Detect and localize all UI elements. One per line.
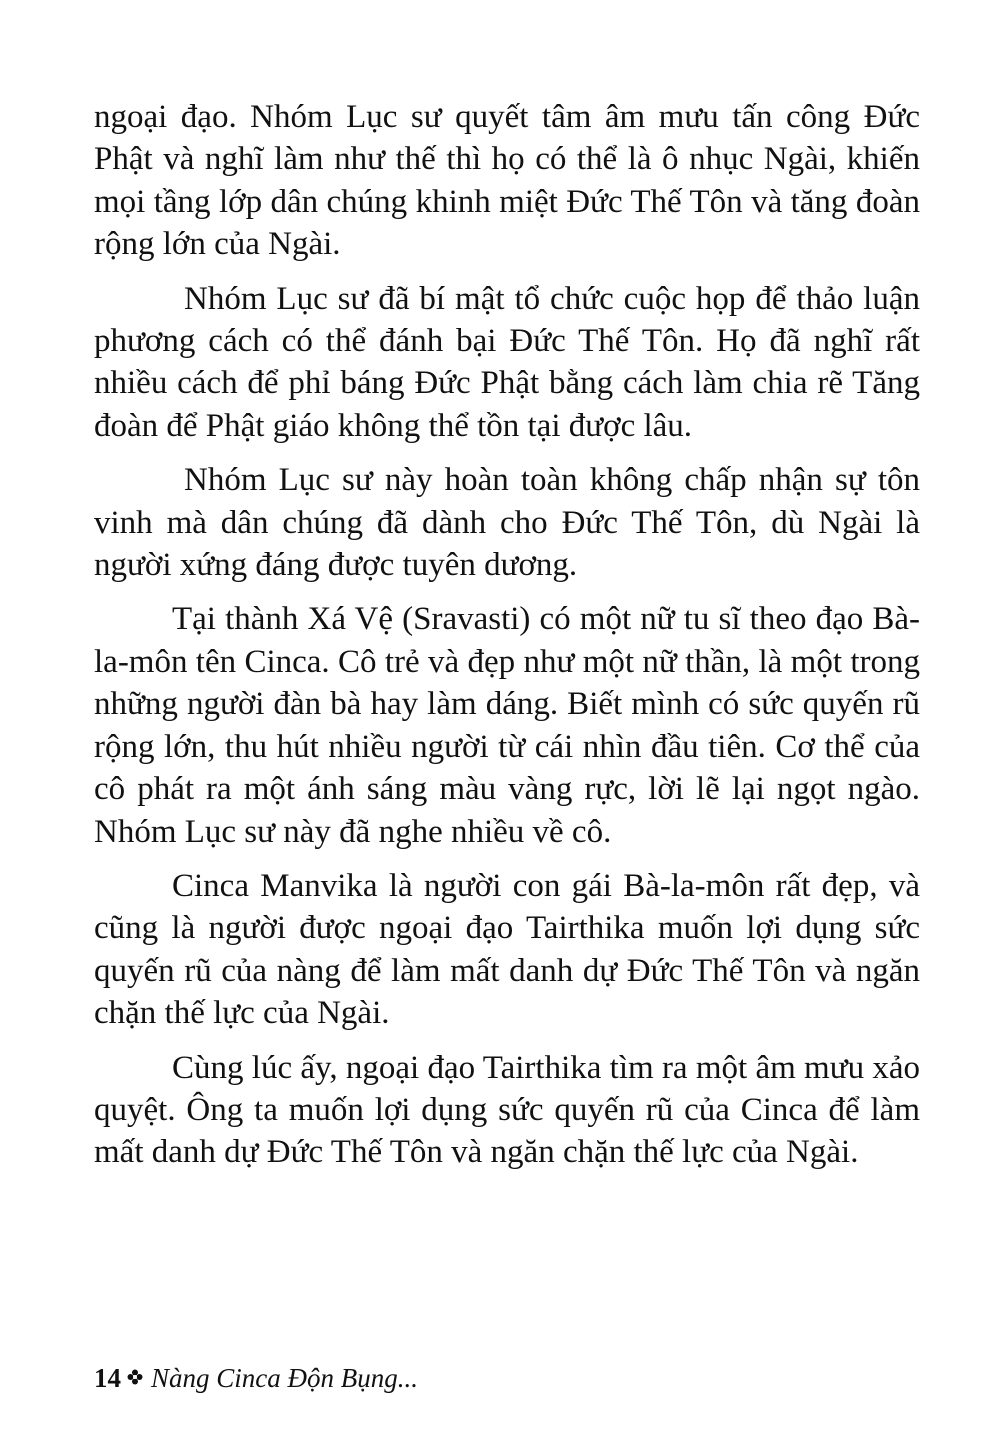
paragraph-2: Nhóm Lục sư đã bí mật tổ chức cuộc họp để thảo luận phương cách có thể đánh bại Đức Thế Tôn. Họ đã nghĩ rất nhiều cách để phỉ báng Đức Phật bằng cách làm chia rẽ Tăng đoàn để Phật giáo không thể tồn tại được lâu. [94,280,920,444]
paragraph-5: Cinca Manvika là người con gái Bà-la-môn rất đẹp, và cũng là người được ngoại đạo Tairthika muốn lợi dụng sức quyến rũ của nàng để làm mất danh dự Đức Thế Tôn và ngăn chặn thế lực của Ngài. [94,867,920,1032]
running-title: Nàng Cinca Độn Bụng... [151,1363,418,1393]
page-body [94,96,920,1186]
paragraph-4: Tại thành Xá Vệ (Sravasti) có một nữ tu sĩ theo đạo Bà-la-môn tên Cinca. Cô trẻ và đẹp như một nữ thần, là một trong những người đàn bà hay làm dáng. Biết mình có sức quyến rũ rộng lớn, thu hút nhiều người từ cái nhìn đầu tiên. Cơ thể của cô phát ra một ánh sáng màu vàng rực, lời lẽ lại ngọt ngào. Nhóm Lục sư này đã nghe nhiều về cô. [94,601,920,850]
page-number: 14 [94,1363,121,1393]
paragraph-1: ngoại đạo. Nhóm Lục sư quyết tâm âm mưu tấn công Đức Phật và nghĩ làm như thế thì họ có thể là ô nhục Ngài, khiến mọi tầng lớp dân chúng khinh miệt Đức Thế Tôn và tăng đoàn rộng lớn của Ngài. [94,99,920,263]
page-footer [94,1362,418,1394]
paragraph-6: Cùng lúc ấy, ngoại đạo Tairthika tìm ra một âm mưu xảo quyệt. Ông ta muốn lợi dụng sức quyến rũ của Cinca để làm mất danh dự Đức Thế Tôn và ngăn chặn thế lực của Ngài. [94,1049,920,1171]
paragraph-3: Nhóm Lục sư này hoàn toàn không chấp nhận sự tôn vinh mà dân chúng đã dành cho Đức Thế Tôn, dù Ngài là người xứng đáng được tuyên dương. [94,462,920,584]
flower-ornament-icon [127,1369,143,1388]
